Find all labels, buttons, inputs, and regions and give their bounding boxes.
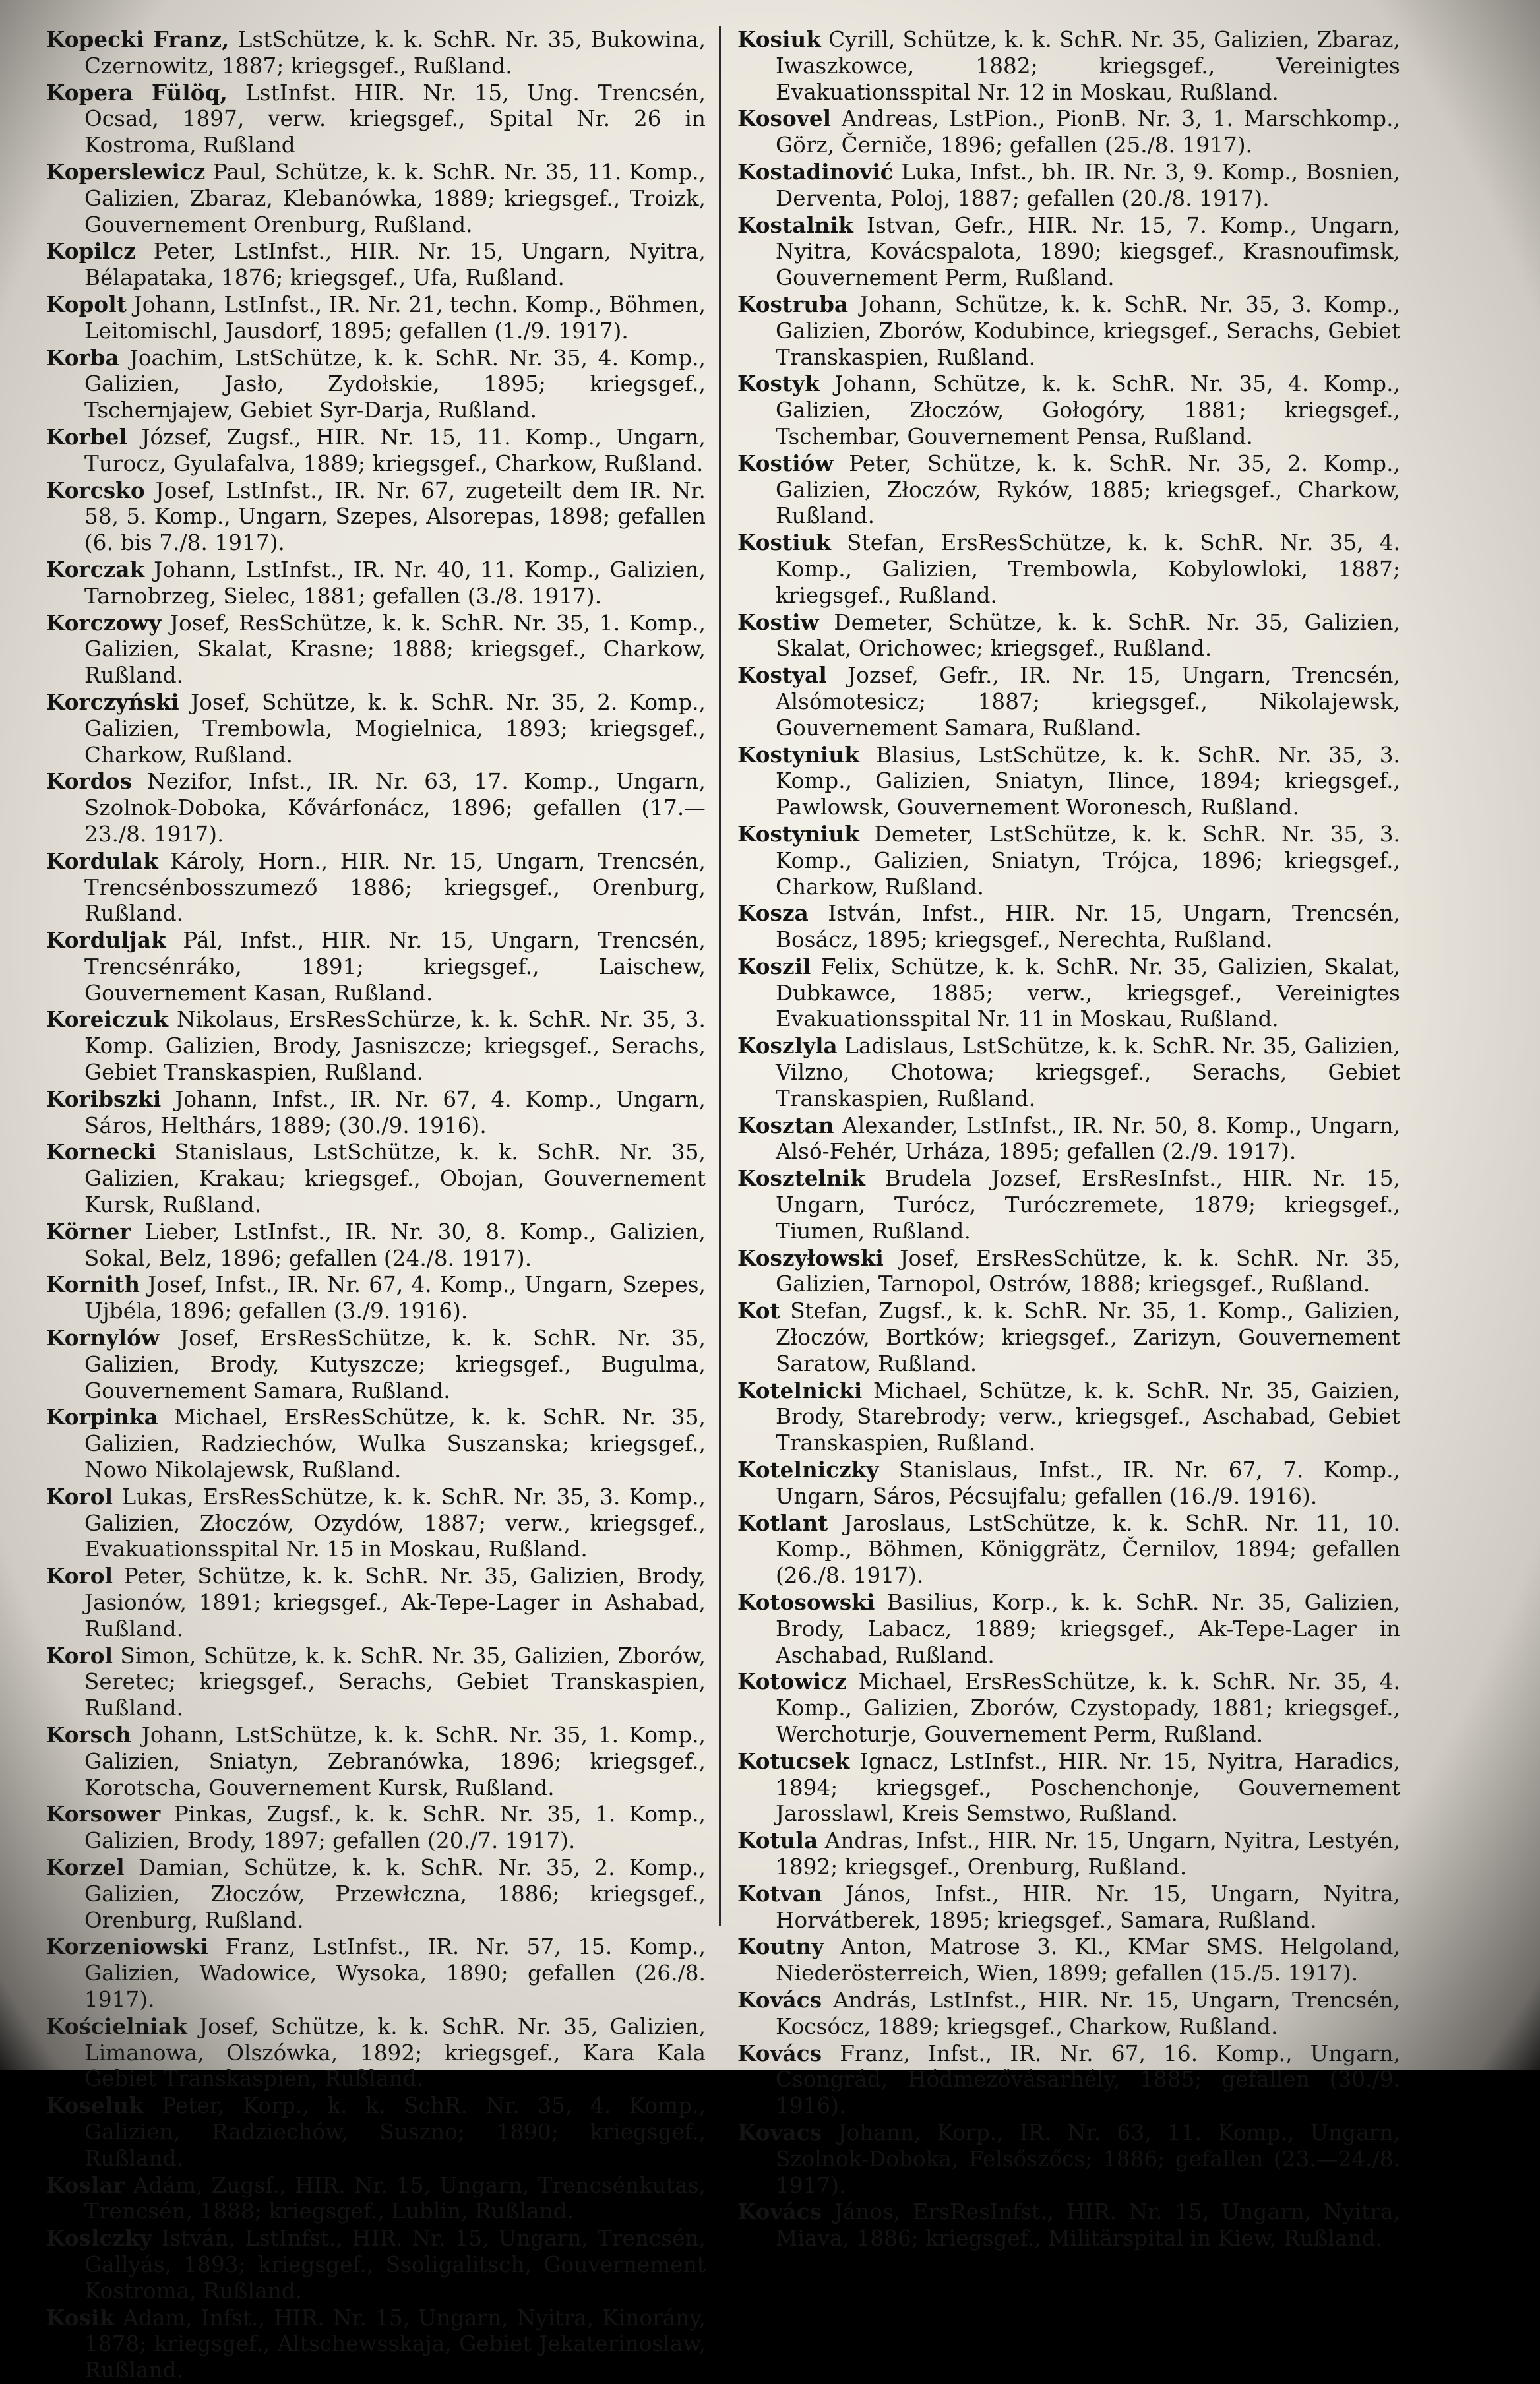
list-entry <box>737 1510 1400 1589</box>
list-entry <box>737 26 1400 106</box>
entry-details: András, LstInfst., HIR. Nr. 15, Ungarn, Trencsén, Kocsócz, 1889; kriegsgef., Charkow, Rußland. <box>776 1987 1400 2039</box>
entry-details: Josef, ErsResSchütze, k. k. SchR. Nr. 35, Galizien, Brody, Kutyszcze; kriegsgef., Bugulma, Gouvernement Samara, Rußland. <box>84 1326 706 1403</box>
list-entry <box>737 662 1400 741</box>
entry-surname: Kopera Fülöq, <box>46 79 228 106</box>
list-entry <box>46 1086 706 1140</box>
list-entry <box>737 1165 1400 1244</box>
entry-surname: Korsower <box>46 1801 161 1827</box>
entry-details: Brudela Jozsef, ErsResInfst., HIR. Nr. 15, Ungarn, Turócz, Turóczremete, 1879; kriegsgef., Tiumen, Rußland. <box>776 1166 1400 1244</box>
entry-surname: Koszyłowski <box>737 1244 884 1271</box>
list-entry <box>737 291 1400 371</box>
entry-details: Lieber, LstInfst., IR. Nr. 30, 8. Komp., Galizien, Sokal, Belz, 1896; gefallen (24./8. 1917). <box>84 1219 706 1271</box>
entry-details: Ignacz, LstInfst., HIR. Nr. 15, Nyitra, Haradics, 1894; kriegsgef., Poschenchonje, Gouvernement Jarosslawl, Kreis Semstwo, Rußland. <box>776 1748 1400 1827</box>
list-entry <box>46 1643 706 1722</box>
entry-surname: Koseluk <box>46 2093 144 2119</box>
entry-details: Simon, Schütze, k. k. SchR. Nr. 35, Galizien, Zborów, Seretec; kriegsgef., Serachs, Gebiet Transkaspien, Rußland. <box>84 1643 706 1721</box>
entry-surname: Kostyniuk <box>737 820 859 847</box>
entry-surname: Korba <box>46 344 119 371</box>
list-entry <box>737 2120 1400 2199</box>
entry-surname: Kopilcz <box>46 238 136 264</box>
entry-details: Stefan, ErsResSchütze, k. k. SchR. Nr. 35, 4. Komp., Galizien, Trembowla, Kobylowloki, 1887; kriegsgef., Rußland. <box>776 530 1400 608</box>
entry-surname: Kosztelnik <box>737 1165 865 1192</box>
entry-details: Cyrill, Schütze, k. k. SchR. Nr. 35, Galizien, Zbaraz, Iwaszkowce, 1882; kriegsgef., Vereinigtes Evakuationsspital Nr. 12 in Moskau, Rußland. <box>776 27 1400 105</box>
entry-details: Demeter, Schütze, k. k. SchR. Nr. 35, Galizien, Skalat, Orichowec; kriegsgef., Rußland. <box>776 609 1400 661</box>
list-entry <box>737 106 1400 159</box>
list-entry <box>46 2013 706 2093</box>
entry-details: Paul, Schütze, k. k. SchR. Nr. 35, 11. Komp., Galizien, Zbaraz, Klebanówka, 1889; kriegsgef., Troizk, Gouvernement Orenburg, Rußland. <box>84 159 706 237</box>
entry-surname: Kosza <box>737 900 809 927</box>
entry-surname: Kovács <box>737 2199 822 2225</box>
entry-details: Josef, ResSchütze, k. k. SchR. Nr. 35, 1. Komp., Galizien, Skalat, Krasne; 1888; kriegsgef., Charkow, Rußland. <box>84 610 706 688</box>
entry-surname: Kostyniuk <box>737 741 859 768</box>
entry-surname: Kornith <box>46 1271 140 1298</box>
entry-surname: Kostruba <box>737 291 849 317</box>
entry-details: Josef, Schütze, k. k. SchR. Nr. 35, Galizien, Limanowa, Olszówka, 1892; kriegsgef., Kara Kala Gebiet Transkaspien, Rußland. <box>84 2013 706 2092</box>
list-entry <box>46 2093 706 2172</box>
entry-details: Felix, Schütze, k. k. SchR. Nr. 35, Galizien, Skalat, Dubkawce, 1885; verw., kriegsgef., Vereinigtes Evakuationsspital Nr. 11 in Moskau, Rußland. <box>776 954 1400 1032</box>
entry-details: Stefan, Zugsf., k. k. SchR. Nr. 35, 1. Komp., Galizien, Złoczów, Bortków; kriegsgef., Zarizyn, Gouvernement Saratow, Rußland. <box>776 1299 1400 1376</box>
entry-surname: Koperslewicz <box>46 158 206 185</box>
list-entry <box>46 557 706 610</box>
entry-details: István, Infst., HIR. Nr. 15, Ungarn, Trencsén, Bosácz, 1895; kriegsgef., Nerechta, Rußland. <box>776 901 1400 953</box>
list-entry <box>46 2225 706 2304</box>
list-entry <box>737 371 1400 450</box>
list-entry <box>46 1404 706 1483</box>
list-entry <box>46 1139 706 1218</box>
entry-surname: Kot <box>737 1298 780 1324</box>
entry-details: Josef, ErsResSchütze, k. k. SchR. Nr. 35, Galizien, Tarnopol, Ostrów, 1888; kriegsgef., Rußland. <box>776 1245 1400 1297</box>
entry-surname: Kotowicz <box>737 1668 847 1695</box>
entry-surname: Kosztan <box>737 1112 834 1138</box>
entry-surname: Kotvan <box>737 1880 822 1907</box>
entry-details: József, Zugsf., HIR. Nr. 15, 11. Komp., Ungarn, Turocz, Gyulafalva, 1889; kriegsgef., Charkow, Rußland. <box>84 424 706 476</box>
entry-surname: Koribszki <box>46 1085 162 1112</box>
list-entry <box>46 159 706 238</box>
list-entry <box>737 1934 1400 1987</box>
list-entry <box>46 1722 706 1801</box>
entry-surname: Korpinka <box>46 1404 158 1430</box>
entry-details: István, LstInfst., HIR. Nr. 15, Ungarn, Trencsén, Gallyás, 1893; kriegsgef., Ssoligalitsch, Gouvernement Kostroma, Rußland. <box>84 2226 706 2304</box>
list-entry <box>737 954 1400 1033</box>
entry-details: Johann, Schütze, k. k. SchR. Nr. 35, 4. Komp., Galizien, Złoczów, Gołogóry, 1881; kriegsgef., Tschembar, Gouvernement Pensa, Rußland. <box>776 371 1400 449</box>
entry-details: Demeter, LstSchütze, k. k. SchR. Nr. 35, 3. Komp., Galizien, Sniatyn, Trójca, 1896; kriegsgef., Charkow, Rußland. <box>776 821 1400 900</box>
entry-details: Josef, LstInfst., IR. Nr. 67, zugeteilt dem IR. Nr. 58, 5. Komp., Ungarn, Szepes, Alsorepas, 1898; gefallen (6. bis 7./8. 1917). <box>84 477 706 556</box>
entry-surname: Kornecki <box>46 1139 156 1165</box>
entry-details: Adám, Zugsf., HIR. Nr. 15, Ungarn, Trencsénkutas, Trencsén, 1888; kriegsgef., Lublin, Rußland. <box>84 2172 706 2224</box>
entry-details: Andras, Infst., HIR. Nr. 15, Ungarn, Nyitra, Lestyén, 1892; kriegsgef., Orenburg, Rußland. <box>776 1828 1400 1880</box>
entry-surname: Korol <box>46 1483 113 1510</box>
entry-surname: Koutny <box>737 1934 824 1960</box>
entry-surname: Kosik <box>46 2304 115 2331</box>
list-entry <box>737 212 1400 291</box>
entry-details: Pál, Infst., HIR. Nr. 15, Ungarn, Trencsén, Trencsénráko, 1891; kriegsgef., Laischew, Gouvernement Kasan, Rußland. <box>84 928 706 1006</box>
entry-details: János, Infst., HIR. Nr. 15, Ungarn, Nyitra, Horvátberek, 1895; kriegsgef., Samara, Rußland. <box>776 1881 1400 1933</box>
list-entry <box>737 1378 1400 1457</box>
list-entry <box>737 1881 1400 1934</box>
entry-surname: Koslczky <box>46 2225 152 2251</box>
entry-surname: Kordulak <box>46 847 158 874</box>
list-entry <box>46 1563 706 1642</box>
entry-surname: Kovacs <box>737 2119 822 2145</box>
list-entry <box>46 238 706 291</box>
entry-details: Michael, ErsResSchütze, k. k. SchR. Nr. 35, Galizien, Radziechów, Wulka Suszanska; kriegsgef., Nowo Nikolajewsk, Rußland. <box>84 1405 706 1483</box>
entry-details: LstInfst. HIR. Nr. 15, Ung. Trencsén, Ocsad, 1897, verw. kriegsgef., Spital Nr. 26 in Kostroma, Rußland <box>84 80 706 158</box>
list-entry <box>737 609 1400 663</box>
entry-details: Josef, Infst., IR. Nr. 67, 4. Komp., Ungarn, Szepes, Ujbéla, 1896; gefallen (3./9. 1916). <box>84 1272 706 1324</box>
entry-details: Pinkas, Zugsf., k. k. SchR. Nr. 35, 1. Komp., Galizien, Brody, 1897; gefallen (20./7. 1917). <box>84 1802 706 1854</box>
list-entry <box>46 2172 706 2226</box>
left-column <box>46 26 706 2384</box>
entry-details: Peter, LstInfst., HIR. Nr. 15, Ungarn, Nyitra, Bélapataka, 1876; kriegsgef., Ufa, Rußland. <box>84 239 706 291</box>
list-entry <box>46 1325 706 1404</box>
list-entry <box>46 477 706 557</box>
list-entry <box>46 1006 706 1085</box>
entry-details: LstSchütze, k. k. SchR. Nr. 35, Bukowina, Czernowitz, 1887; kriegsgef., Rußland. <box>84 27 706 78</box>
entry-surname: Kovács <box>737 2040 822 2066</box>
entry-details: János, ErsResInfst., HIR. Nr. 15, Ungarn, Nyitra, Miava, 1886; kriegsgef., Militärspital in Kiew, Rußland. <box>776 2199 1400 2251</box>
entry-surname: Kosiuk <box>737 26 821 52</box>
list-entry <box>737 1827 1400 1881</box>
entry-surname: Koszil <box>737 953 811 979</box>
entry-details: Alexander, LstInfst., IR. Nr. 50, 8. Komp., Ungarn, Alsó-Fehér, Urháza, 1895; gefallen (2./9. 1917). <box>776 1113 1400 1165</box>
entry-details: Istvan, Gefr., HIR. Nr. 15, 7. Komp., Ungarn, Nyitra, Kovácspalota, 1890; kiegsgef., Krasnoufimsk, Gouvernement Perm, Rußland. <box>776 212 1400 291</box>
list-entry <box>737 1668 1400 1748</box>
list-entry <box>46 1219 706 1272</box>
entry-surname: Korsch <box>46 1722 131 1748</box>
entry-surname: Kostyk <box>737 371 820 397</box>
list-entry <box>46 1271 706 1325</box>
entry-surname: Kotucsek <box>737 1748 850 1774</box>
entry-surname: Koslar <box>46 2172 125 2198</box>
entry-surname: Kordos <box>46 768 132 795</box>
entry-surname: Korzel <box>46 1854 125 1880</box>
list-entry <box>46 848 706 927</box>
entry-surname: Körner <box>46 1218 131 1244</box>
list-entry <box>737 1113 1400 1166</box>
entry-surname: Kopecki Franz, <box>46 26 230 52</box>
entry-details: Johann, Infst., IR. Nr. 67, 4. Komp., Ungarn, Sáros, Helthárs, 1889; (30./9. 1916). <box>84 1086 706 1138</box>
list-entry <box>46 1484 706 1563</box>
list-entry <box>737 1987 1400 2040</box>
entry-details: Ladislaus, LstSchütze, k. k. SchR. Nr. 35, Galizien, Vilzno, Chotowa; kriegsgef., Serachs, Gebiet Transkaspien, Rußland. <box>776 1033 1400 1111</box>
entry-details: Peter, Schütze, k. k. SchR. Nr. 35, Galizien, Brody, Jasionów, 1891; kriegsgef., Ak-Tepe-Lager in Ashabad, Rußland. <box>84 1564 706 1641</box>
list-entry <box>737 900 1400 954</box>
entry-details: Blasius, LstSchütze, k. k. SchR. Nr. 35, 3. Komp., Galizien, Sniatyn, Ilince, 1894; kriegsgef., Pawlowsk, Gouvernement Woronesch, Rußland. <box>776 742 1400 820</box>
entry-surname: Korcsko <box>46 477 145 503</box>
list-entry <box>46 26 706 80</box>
list-entry <box>46 610 706 689</box>
entry-surname: Kotosowski <box>737 1589 875 1616</box>
entry-surname: Kościelniak <box>46 2013 187 2039</box>
entry-details: Johann, Schütze, k. k. SchR. Nr. 35, 3. Komp., Galizien, Zborów, Kodubince, kriegsgef., Serachs, Gebiet Transkaspien, Rußland. <box>776 291 1400 370</box>
entry-surname: Kostiów <box>737 450 834 476</box>
list-entry <box>737 2199 1400 2252</box>
list-entry <box>737 1033 1400 1112</box>
entry-details: Peter, Schütze, k. k. SchR. Nr. 35, 2. Komp., Galizien, Złoczów, Ryków, 1885; kriegsgef., Charkow, Rußland. <box>776 450 1400 529</box>
list-entry <box>46 345 706 424</box>
column-divider <box>719 26 721 1926</box>
list-entry <box>737 1457 1400 1510</box>
entry-surname: Korduljak <box>46 927 166 954</box>
entry-details: Johann, LstSchütze, k. k. SchR. Nr. 35, 1. Komp., Galizien, Sniatyn, Zebranówka, 1896; kriegsgef., Korotscha, Gouvernement Kursk, Rußland. <box>84 1723 706 1800</box>
entry-surname: Kornylów <box>46 1325 160 1351</box>
entry-details: Adam, Infst., HIR. Nr. 15, Ungarn, Nyitra, Kinorány, 1878; kriegsgef., Altschewsskaja, Gebiet Jekaterinoslaw, Rußland. <box>84 2305 706 2383</box>
entry-details: Johann, LstInfst., IR. Nr. 21, techn. Komp., Böhmen, Leitomischl, Jausdorf, 1895; gefallen (1./9. 1917). <box>84 291 706 344</box>
entry-details: Nezifor, Infst., IR. Nr. 63, 17. Komp., Ungarn, Szolnok-Doboka, Kővárfonácz, 1896; gefallen (17.—23./8. 1917). <box>84 769 706 847</box>
entry-details: Nikolaus, ErsResSchürze, k. k. SchR. Nr. 35, 3. Komp. Galizien, Brody, Jasniszcze; kriegsgef., Serachs, Gebiet Transkaspien, Rußland. <box>84 1007 706 1085</box>
list-entry <box>46 1801 706 1854</box>
entry-surname: Kostadinović <box>737 158 894 185</box>
entry-details: Franz, LstInfst., IR. Nr. 57, 15. Komp., Galizien, Wadowice, Wysoka, 1890; gefallen (26./8. 1917). <box>84 1934 706 2012</box>
entry-surname: Kostiuk <box>737 530 832 556</box>
entry-details: Anton, Matrose 3. Kl., KMar SMS. Helgoland, Niederösterreich, Wien, 1899; gefallen (15./5. 1917). <box>776 1934 1400 1986</box>
entry-details: Luka, Infst., bh. IR. Nr. 3, 9. Komp., Bosnien, Derventa, Poloj, 1887; gefallen (20./8. 1917). <box>776 159 1400 211</box>
entry-surname: Korczyński <box>46 688 179 715</box>
entry-surname: Kotlant <box>737 1510 828 1536</box>
list-entry <box>737 1245 1400 1299</box>
list-entry <box>46 1934 706 2013</box>
list-entry <box>46 1854 706 1934</box>
entry-surname: Kopolt <box>46 291 127 317</box>
entry-surname: Kosovel <box>737 106 832 132</box>
entry-surname: Korol <box>46 1563 113 1589</box>
entry-surname: Kostyal <box>737 662 827 688</box>
entry-details: Andreas, LstPion., PionB. Nr. 3, 1. Marschkomp., Görz, Černiče, 1896; gefallen (25./8. 1917). <box>776 106 1400 158</box>
list-entry <box>737 1298 1400 1377</box>
entry-details: Stanislaus, LstSchütze, k. k. SchR. Nr. 35, Galizien, Krakau; kriegsgef., Obojan, Gouvernement Kursk, Rußland. <box>84 1140 706 1218</box>
list-entry <box>46 768 706 847</box>
list-entry <box>46 424 706 477</box>
entry-details: Peter, Korp., k. k. SchR. Nr. 35, 4. Komp., Galizien, Radziechów, Suszno; 1890; kriegsgef., Rußland. <box>84 2093 706 2171</box>
entry-details: Lukas, ErsResSchütze, k. k. SchR. Nr. 35, 3. Komp., Galizien, Złoczów, Ozydów, 1887; verw., kriegsgef., Evakuationsspital Nr. 15 in Moskau, Rußland. <box>84 1484 706 1562</box>
list-entry <box>46 689 706 768</box>
entry-surname: Korczowy <box>46 609 162 636</box>
right-column <box>737 26 1400 2252</box>
entry-surname: Kostalnik <box>737 212 853 238</box>
entry-details: Johann, Korp., IR. Nr. 63, 11. Komp., Ungarn, Szolnok-Doboka, Felsőszőcs; 1886; gefallen (23.—24./8. 1917). <box>776 2120 1400 2198</box>
list-entry <box>737 1748 1400 1827</box>
entry-details: Károly, Horn., HIR. Nr. 15, Ungarn, Trencsén, Trencsénbosszumező 1886; kriegsgef., Orenburg, Rußland. <box>84 848 706 927</box>
entry-surname: Kotelniczky <box>737 1457 879 1483</box>
list-entry <box>737 821 1400 900</box>
list-entry <box>737 1589 1400 1668</box>
entry-surname: Korczak <box>46 556 145 582</box>
list-entry <box>737 530 1400 609</box>
entry-details: Michael, ErsResSchütze, k. k. SchR. Nr. 35, 4. Komp., Galizien, Zborów, Czystopady, 1881; kriegsgef., Werchoturje, Gouvernement Perm, Rußland. <box>776 1669 1400 1747</box>
list-entry <box>46 291 706 345</box>
list-entry <box>737 2040 1400 2120</box>
entry-details: Michael, Schütze, k. k. SchR. Nr. 35, Gaizien, Brody, Starebrody; verw., kriegsgef., Aschabad, Gebiet Transkaspien, Rußland. <box>776 1378 1400 1456</box>
entry-surname: Korbel <box>46 423 127 450</box>
entry-details: Jozsef, Gefr., IR. Nr. 15, Ungarn, Trencsén, Alsómotesicz; 1887; kriegsgef., Nikolajewsk, Gouvernement Samara, Rußland. <box>776 663 1400 741</box>
entry-details: Jaroslaus, LstSchütze, k. k. SchR. Nr. 11, 10. Komp., Böhmen, Königgrätz, Černilov, 1894; gefallen (26./8. 1917). <box>776 1510 1400 1589</box>
entry-surname: Kostiw <box>737 609 819 635</box>
entry-surname: Korol <box>46 1642 113 1668</box>
entry-surname: Kovács <box>737 1986 822 2013</box>
entry-details: Damian, Schütze, k. k. SchR. Nr. 35, 2. Komp., Galizien, Złoczów, Przewłczna, 1886; kriegsgef., Orenburg, Rußland. <box>84 1854 706 1933</box>
entry-details: Joachim, LstSchütze, k. k. SchR. Nr. 35, 4. Komp., Galizien, Jasło, Zydołskie, 1895; kriegsgef., Tschernjajew, Gebiet Syr-Darja, Rußland. <box>84 345 706 423</box>
entry-surname: Koszlyla <box>737 1033 838 1059</box>
entry-details: Josef, Schütze, k. k. SchR. Nr. 35, 2. Komp., Galizien, Trembowla, Mogielnica, 1893; kriegsgef., Charkow, Rußland. <box>84 689 706 768</box>
list-entry <box>737 742 1400 821</box>
entry-details: Stanislaus, Infst., IR. Nr. 67, 7. Komp., Ungarn, Sáros, Pécsujfalu; gefallen (16./9. 1916). <box>776 1457 1400 1509</box>
list-entry <box>46 80 706 159</box>
entry-surname: Korzeniowski <box>46 1934 209 1960</box>
entry-surname: Koreiczuk <box>46 1006 169 1033</box>
entry-surname: Kotelnicki <box>737 1377 863 1403</box>
entry-details: Johann, LstInfst., IR. Nr. 40, 11. Komp., Galizien, Tarnobrzeg, Sielec, 1881; gefallen (3./8. 1917). <box>84 557 706 609</box>
entry-surname: Kotula <box>737 1827 818 1854</box>
entry-details: Basilius, Korp., k. k. SchR. Nr. 35, Galizien, Brody, Labacz, 1889; kriegsgef., Ak-Tepe-Lager in Aschabad, Rußland. <box>776 1590 1400 1668</box>
list-entry <box>737 450 1400 530</box>
list-entry <box>46 2305 706 2384</box>
list-entry <box>46 927 706 1006</box>
entry-details: Franz, Infst., IR. Nr. 67, 16. Komp., Ungarn, Csongrád, Hódmezővásarhély, 1885; gefallen (30./9. 1916). <box>776 2040 1400 2119</box>
list-entry <box>737 159 1400 212</box>
